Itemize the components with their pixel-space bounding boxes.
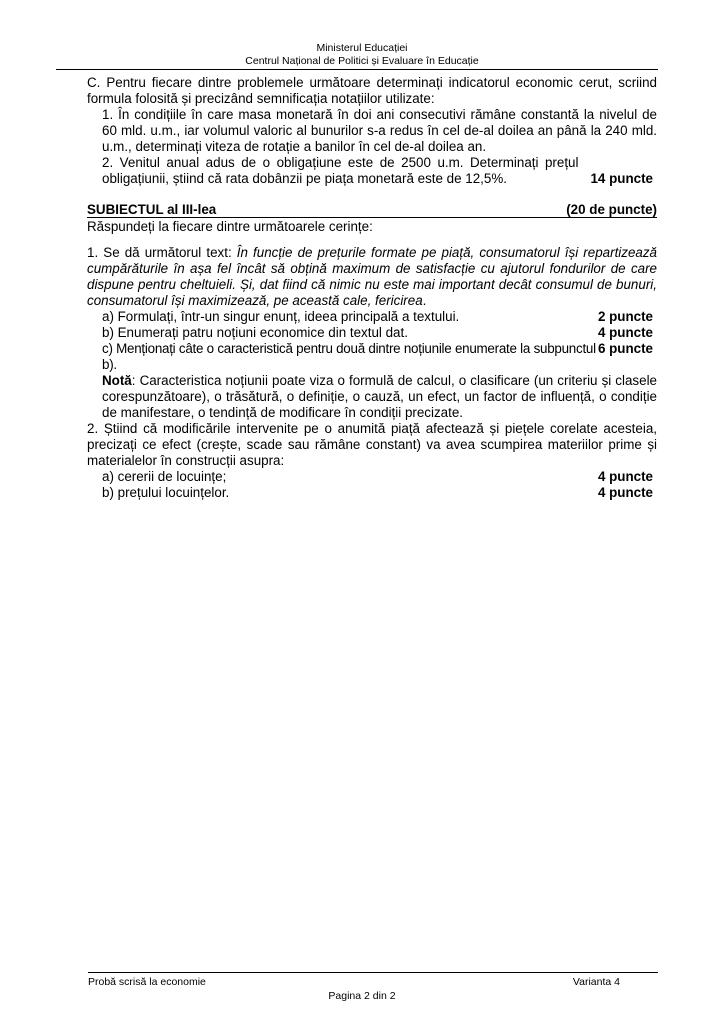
footer-exam: Probă scrisă la economie [88, 976, 206, 988]
item-2b-text: b) prețului locuințelor. [102, 485, 230, 500]
footer-row [88, 976, 658, 989]
part-c-problem-1: 1. În condițiile în care masa monetară în doi ani consecutivi rămâne constantă la nivelul de 60 mld. u.m., iar volumul valoric al bunurilor s-a redus în cel de-al doilea an până la 240 mld. u.m., determinați viteza de rotație a banilor în cel de-al doilea an. [102, 107, 657, 154]
item-1b-row [87, 325, 657, 341]
item-1a-points: 2 puncte [597, 309, 653, 324]
subject-3-heading [87, 202, 657, 218]
item-1-note-label: Notă [102, 373, 132, 388]
header-divider [56, 69, 658, 70]
item-2-text: 2. Știind că modificările intervenite pe o anumită piață afectează și piețele corelate acesteia, precizați ce efect (crește, scade sau rămâne constant) va avea scumpirea materiilor prime și materialelor în construcții asupra: [87, 421, 657, 468]
item-1-quote: În funcție de prețurile formate pe piață, consumatorul își repartizează cumpărăturile în așa fel încât să obțină maximum de satisfacție cu ajutorul fondurilor de care dispune pentru cheltuieli. Și, dat fiind că nimic nu este mai important decât consumul de bunuri, consumatorul își maximizează, pe această cale, fericirea [87, 245, 657, 308]
footer-divider [88, 972, 658, 973]
part-c-problem-2: 2. Venitul anual adus de o obligațiune este de 2500 u.m. Determinați prețul obligațiunii, știind că rata dobânzii pe piața monetară este de 12,5%. [102, 155, 579, 186]
item-2a-points: 4 puncte [597, 469, 653, 484]
item-1c-points: 6 puncte [597, 341, 653, 356]
item-1-quote-end: . [422, 293, 427, 308]
part-c-intro: C. Pentru fiecare dintre problemele următoare determinați indicatorul economic cerut, scriind formula folosită și precizând semnificația notațiilor utilizate: [87, 75, 657, 106]
item-1a-row [87, 309, 657, 325]
item-2 [87, 421, 657, 501]
footer-page-number: Pagina 2 din 2 [328, 990, 396, 1002]
item-2a-row [87, 469, 657, 485]
part-c-points: 14 puncte [590, 171, 653, 186]
subject-3-title: SUBIECTUL al III-lea [87, 202, 217, 217]
item-1-text [87, 245, 657, 309]
part-c-problem-2-row [87, 155, 657, 187]
header-center: Centrul Național de Politici și Evaluare în Educație [245, 55, 479, 67]
header-ministry: Ministerul Educației [316, 42, 408, 54]
item-1c-row [87, 341, 657, 373]
item-1 [87, 245, 657, 421]
item-1a-text: a) Formulați, într-un singur enunț, ideea principală a textului. [102, 309, 460, 324]
item-1b-text: b) Enumerați patru noțiuni economice din textul dat. [102, 325, 408, 340]
item-1c-text: c) Menționați câte o caracteristică pentru două dintre noțiunile enumerate la subpunctul b). [102, 341, 596, 372]
subject-3-instruction: Răspundeți la fiecare dintre următoarele cerințe: [87, 219, 373, 234]
subject-3-points: (20 de puncte) [566, 202, 657, 217]
footer-variant: Varianta 4 [572, 976, 620, 988]
item-2a-text: a) cererii de locuințe; [102, 469, 227, 484]
item-1-note-text: : Caracteristica noțiunii poate viza o formulă de calcul, o clasificare (un criteriu și clasele corespunzătoare), o trăsătură, o definiție, o cauză, un efect, un factor de influență, o condiție de manifestare, o tendință de modificare în condiții precizate. [102, 373, 657, 420]
item-1b-points: 4 puncte [597, 325, 653, 340]
part-c [87, 75, 657, 187]
item-1-note [87, 373, 657, 421]
item-1-lead: 1. Se dă următorul text: [87, 245, 237, 260]
subject-3 [87, 202, 657, 235]
item-2b-row [87, 485, 657, 501]
item-2b-points: 4 puncte [597, 485, 653, 500]
